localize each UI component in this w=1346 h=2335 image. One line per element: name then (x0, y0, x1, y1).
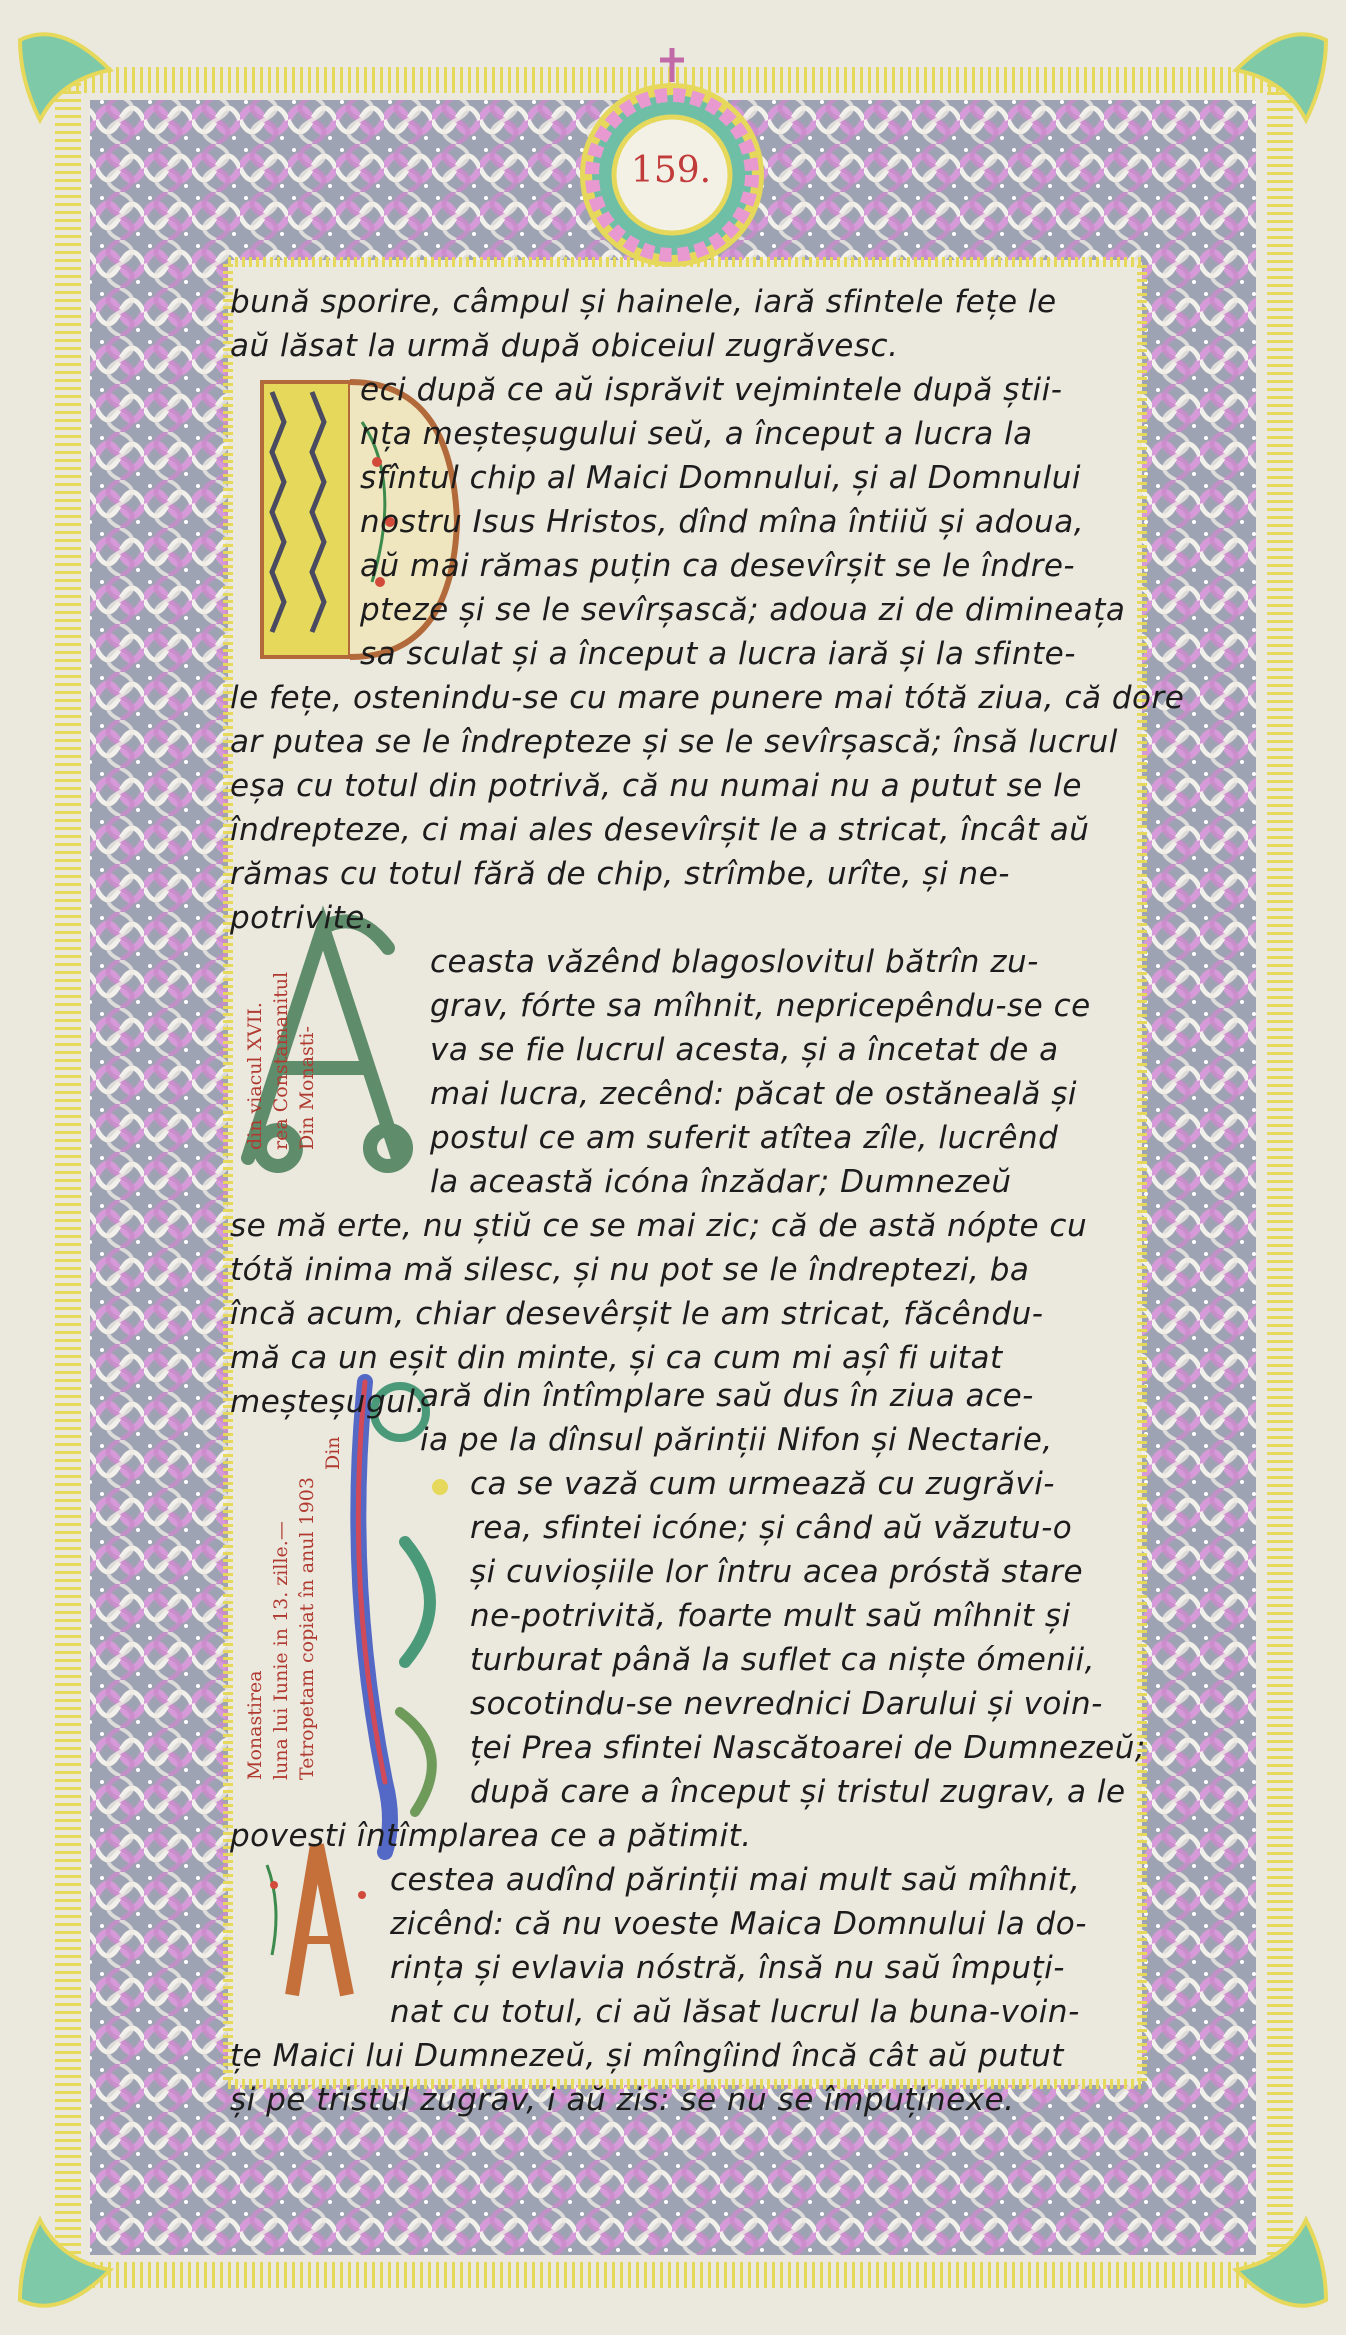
text-line: ceasta văzênd blagoslovitul bătrîn zu- (430, 944, 1039, 980)
text-line: nostru Isus Hristos, dînd mîna întiiŭ și adoua, (360, 504, 1085, 540)
margin-note: Monastirea (244, 1670, 266, 1780)
text-line: nat cu totul, ci aŭ lăsat lucrul la buna-voin- (390, 1994, 1080, 2030)
text-line: și pe tristul zugrav, i aŭ zis: se nu se împuținexe. (230, 2082, 1015, 2118)
text-line: ară din întîmplare saŭ dus în ziua ace- (420, 1378, 1034, 1414)
text-line: povesti întîmplarea ce a pătimit. (230, 1818, 752, 1854)
text-line: turburat până la suflet ca niște ómenii, (470, 1642, 1096, 1678)
margin-note: Din Monasti- (296, 1026, 318, 1150)
text-line: încă acum, chiar desevêrșit le am stricat, făcêndu- (230, 1296, 1044, 1332)
margin-note: rea Constamanitul (270, 971, 292, 1150)
margin-note: Tetropetam copiat în anul 1903 (296, 1477, 318, 1780)
text-line: ar putea se le îndrepteze și se le sevîrșască; însă lucrul (230, 724, 1118, 760)
text-line: nța meșteșugului seŭ, a început a lucra la (360, 416, 1033, 452)
text-line: sa sculat și a început a lucra iară și la sfinte- (360, 636, 1076, 672)
text-line: eci după ce aŭ isprăvit vejmintele după știi- (360, 372, 1063, 408)
text-line: mai lucra, zecênd: păcat de ostăneală și (430, 1076, 1078, 1112)
margin-note: luna lui Iunie in 13. zille.— (270, 1521, 292, 1780)
text-line: pteze și se le sevîrșască; adoua zi de dimineața (360, 592, 1126, 628)
text-line: socotindu-se nevrednici Darului și voin- (470, 1686, 1103, 1722)
text-line: tótă inima mă silesc, și nu pot se le îndreptezi, ba (230, 1252, 1030, 1288)
text-line: rea, sfintei icóne; și când aŭ văzutu-o (470, 1510, 1073, 1546)
text-line: rămas cu totul fără de chip, strîmbe, urîte, și ne- (230, 856, 1010, 892)
text-line: potrivite. (230, 900, 376, 936)
text-line: mă ca un eșit din minte, și ca cum mi așî fi uitat (230, 1340, 1003, 1376)
text-line: ței Prea sfintei Nascătoarei de Dumnezeŭ; (470, 1730, 1146, 1766)
text-line: zicênd: că nu voeste Maica Domnului la do- (390, 1906, 1087, 1942)
text-line: ne-potrivită, foarte mult saŭ mîhnit și (470, 1598, 1071, 1634)
text-line: cestea audînd părinții mai mult saŭ mîhnit, (390, 1862, 1081, 1898)
text-line: la această icóna înzădar; Dumnezeŭ (430, 1164, 1012, 1200)
text-line: sfîntul chip al Maici Domnului, și al Domnului (360, 460, 1081, 496)
text-line: aŭ lăsat la urmă după obiceiul zugrăvesc. (230, 328, 899, 364)
margin-note: Din (322, 1436, 344, 1470)
text-line: și cuvioșiile lor întru acea próstă stare (470, 1554, 1084, 1590)
text-line: eșa cu totul din potrivă, că nu numai nu a putut se le (230, 768, 1082, 804)
text-line: va se fie lucrul acesta, și a încetat de a (430, 1032, 1059, 1068)
text-line: aŭ mai rămas puțin ca desevîrșit se le îndre- (360, 548, 1076, 584)
text-line: după care a început și tristul zugrav, a le (470, 1774, 1126, 1810)
manuscript-text (230, 268, 1185, 2118)
page-number: 159. (630, 150, 712, 191)
text-line: ia pe la dînsul părinții Nifon și Nectarie, (420, 1422, 1053, 1458)
text-line: grav, fórte sa mîhnit, nepricepêndu-se ce (430, 988, 1091, 1024)
text-line: meșteșugul. (230, 1384, 426, 1420)
text-line: țe Maici lui Dumnezeŭ, și mîngîind încă cât aŭ putut (230, 2038, 1064, 2074)
text-line: postul ce am suferit atîtea zîle, lucrênd (430, 1120, 1059, 1156)
text-line: rința și evlavia nóstră, însă nu saŭ împuți- (390, 1950, 1065, 1986)
text-line: se mă erte, nu știŭ ce se mai zic; că de astă nópte cu (230, 1208, 1088, 1244)
text-line: ca se vază cum urmează cu zugrăvi- (470, 1466, 1055, 1502)
margin-note: din viacul XVII. (244, 1002, 266, 1150)
text-line: le fețe, ostenindu-se cu mare punere mai tótă ziua, că dore (230, 680, 1185, 716)
text-line: îndrepteze, ci mai ales desevîrșit le a stricat, încât aŭ (230, 812, 1090, 848)
text-line: bună sporire, câmpul și hainele, iară sfintele fețe le (230, 284, 1057, 320)
